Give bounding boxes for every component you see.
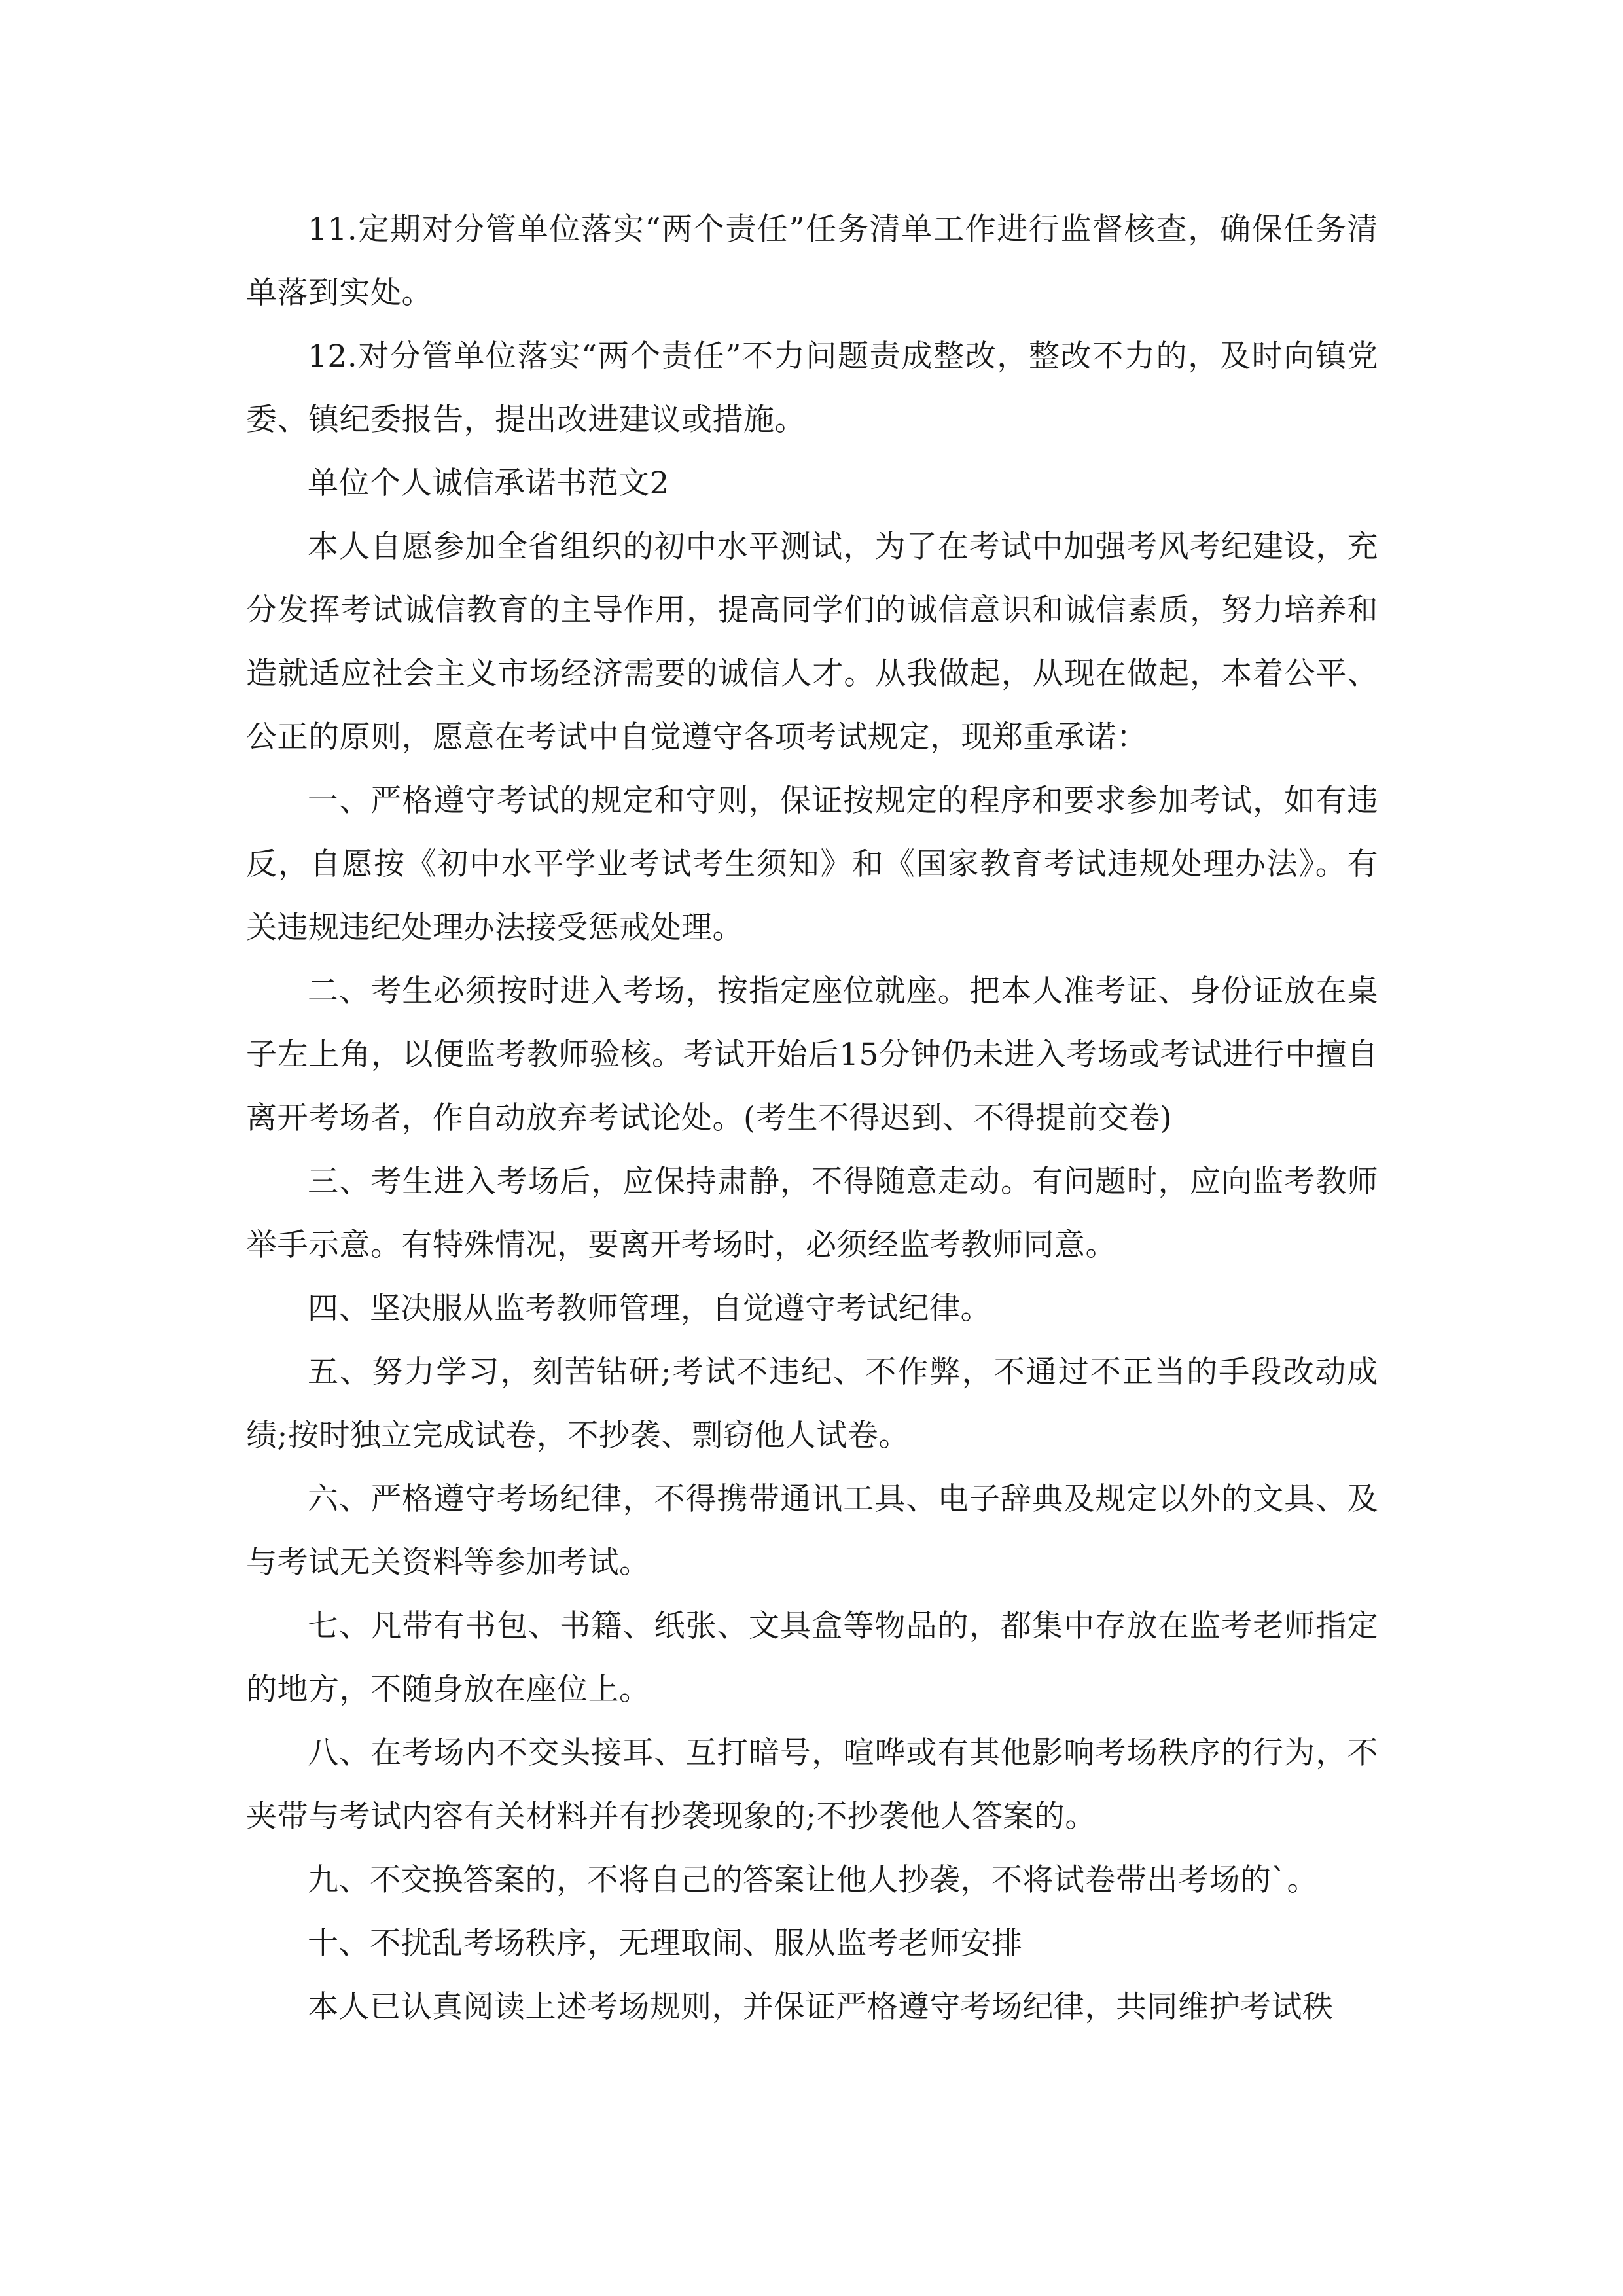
pledge-item-3: 三、考生进入考场后，应保持肃静，不得随意走动。有问题时，应向监考教师举手示意。有特殊情况，要离开考场时，必须经监考教师同意。 [246,1164,1378,1263]
paragraph-item-12: 12.对分管单位落实“两个责任”不力问题责成整改，整改不力的，及时向镇党委、镇纪委报告，提出改进建议或措施。 [246,338,1378,438]
pledge-item-6: 六、严格遵守考场纪律，不得携带通讯工具、电子辞典及规定以外的文具、及与考试无关资料等参加考试。 [246,1481,1378,1581]
pledge-item-8: 八、在考场内不交头接耳、互打暗号，喧哗或有其他影响考场秩序的行为，不夹带与考试内容有关材料并有抄袭现象的;不抄袭他人答案的。 [246,1735,1378,1835]
pledge-item-1: 一、严格遵守考试的规定和守则，保证按规定的程序和要求参加考试，如有违反，自愿按《初中水平学业考试考生须知》和《国家教育考试违规处理办法》。有关违规违纪处理办法接受惩戒处理。 [246,783,1378,946]
pledge-item-4: 四、坚决服从监考教师管理，自觉遵守考试纪律。 [308,1291,991,1327]
intro-paragraph: 本人自愿参加全省组织的初中水平测试，为了在考试中加强考风考纪建设，充分发挥考试诚信教育的主导作用，提高同学们的诚信意识和诚信素质，努力培养和造就适应社会主义市场经济需要的诚信人才。从我做起，从现在做起，本着公平、公正的原则，愿意在考试中自觉遵守各项考试规定，现郑重承诺： [246,529,1378,755]
pledge-item-9: 九、不交换答案的，不将自己的答案让他人抄袭，不将试卷带出考场的`。 [308,1862,1318,1898]
section-heading: 单位个人诚信承诺书范文2 [308,465,669,501]
pledge-item-7: 七、凡带有书包、书籍、纸张、文具盒等物品的，都集中存放在监考老师指定的地方，不随身放在座位上。 [246,1608,1378,1708]
document-body [246,198,1378,2039]
pledge-item-10: 十、不扰乱考场秩序，无理取闹、服从监考老师安排 [308,1926,1023,1962]
closing-paragraph: 本人已认真阅读上述考场规则，并保证严格遵守考场纪律，共同维护考试秩 [308,1989,1334,2025]
pledge-item-5: 五、努力学习，刻苦钻研;考试不违纪、不作弊，不通过不正当的手段改动成绩;按时独立完成试卷，不抄袭、剽窃他人试卷。 [246,1354,1378,1454]
pledge-item-2: 二、考生必须按时进入考场，按指定座位就座。把本人准考证、身份证放在桌子左上角，以便监考教师验核。考试开始后15分钟仍未进入考场或考试进行中擅自离开考场者，作自动放弃考试论处。(考生不得迟到、不得提前交卷) [246,973,1378,1136]
paragraph-item-11: 11.定期对分管单位落实“两个责任”任务清单工作进行监督核查，确保任务清单落到实处。 [246,211,1378,311]
